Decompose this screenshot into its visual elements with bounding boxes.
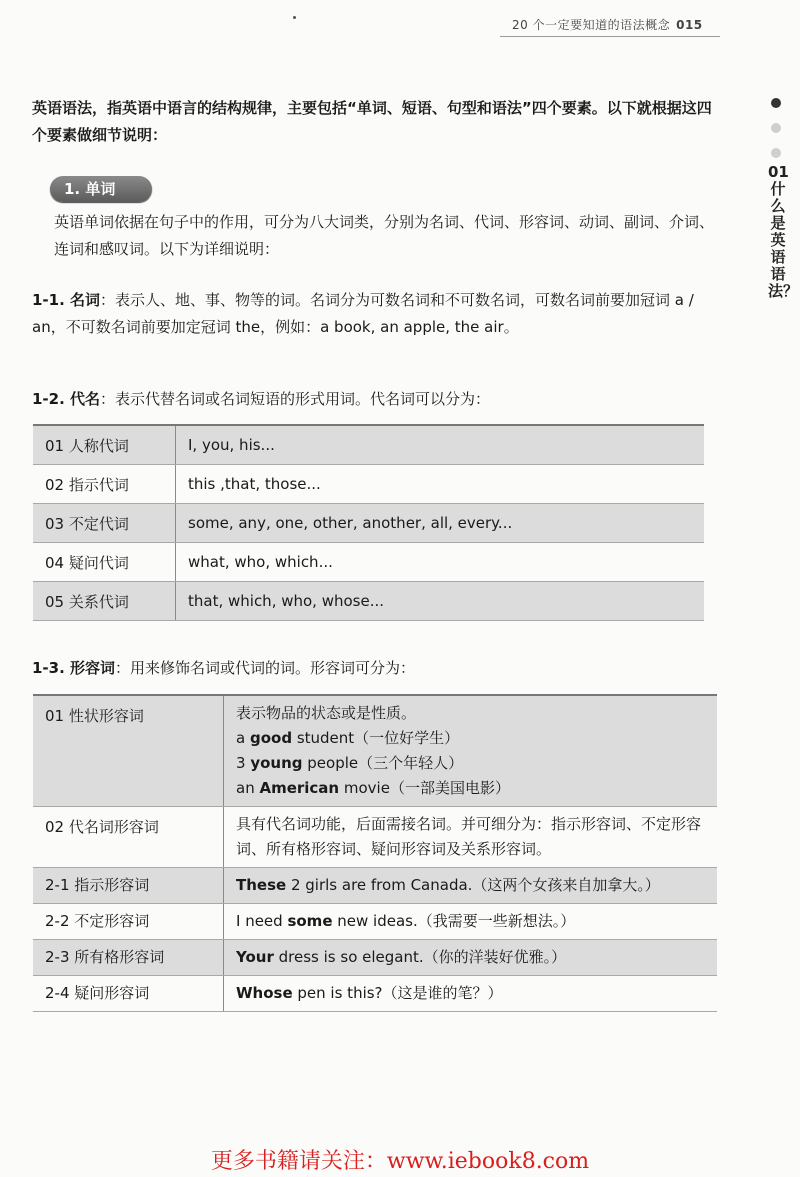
pronoun-paragraph — [32, 386, 722, 413]
row-value — [224, 904, 718, 940]
pronoun-term: 1-2. 代名 — [32, 390, 101, 408]
table-row — [33, 465, 704, 504]
example-keyword: These — [236, 876, 287, 894]
intro-paragraph: 英语语法，指英语中语言的结构规律，主要包括“单词、短语、句型和语法”四个要素。以下就根据这四个要素做细节说明： — [32, 99, 712, 144]
sidebar-dot-active — [771, 98, 781, 108]
pronoun-table — [33, 424, 704, 621]
example-keyword: American — [259, 779, 340, 797]
row-label: 03 不定代词 — [33, 504, 176, 543]
example-line — [236, 726, 705, 751]
row-label: 2-4 疑问形容词 — [33, 976, 224, 1012]
row-value: what, who, which... — [176, 543, 705, 582]
example-keyword: young — [250, 754, 303, 772]
noun-text: ：表示人、地、事、物等的词。名词分为可数名词和不可数名词，可数名词前要加冠词 a / an，不可数名词前要加定冠词 the，例如：a book, an apple, the air。 — [32, 291, 694, 336]
adjective-paragraph — [32, 655, 722, 682]
row-value: 具有代名词功能，后面需接名词。并可细分为：指示形容词、不定形容词、所有格形容词、疑问形容词及关系形容词。 — [224, 807, 718, 868]
header-title: 20 个一定要知道的语法概念 — [512, 18, 671, 32]
adjective-term: 1-3. 形容词 — [32, 659, 116, 677]
noun-paragraph — [32, 287, 722, 341]
page-number: 015 — [676, 18, 703, 32]
table-row — [33, 940, 717, 976]
row-label: 04 疑问代词 — [33, 543, 176, 582]
table-row — [33, 904, 717, 940]
pronoun-text: ：表示代替名词或名词短语的形式用词。代名词可以分为： — [100, 390, 491, 408]
example-text: a — [236, 729, 250, 747]
row-value: this ,that, those... — [176, 465, 705, 504]
example-text: new ideas.（我需要一些新想法。） — [332, 912, 576, 930]
row-label: 01 人称代词 — [33, 425, 176, 465]
example-text: movie（一部美国电影） — [339, 779, 510, 797]
table-row — [33, 695, 717, 807]
example-text: an — [236, 779, 260, 797]
row-label: 01 性状形容词 — [33, 695, 224, 807]
example-keyword: some — [287, 912, 333, 930]
sidebar-dot — [771, 148, 781, 158]
row-value — [224, 976, 718, 1012]
row-label: 05 关系代词 — [33, 582, 176, 621]
example-text: 3 — [236, 754, 251, 772]
footer-link-text: 更多书籍请关注：www.iebook8.com — [210, 1149, 590, 1174]
running-header — [512, 16, 703, 33]
header-rule — [500, 36, 720, 37]
table-row — [33, 504, 704, 543]
chapter-label: 01什么是英语语法？ — [768, 163, 799, 300]
example-keyword: Whose — [236, 984, 293, 1002]
table-row — [33, 868, 717, 904]
example-line — [236, 776, 705, 801]
example-line — [236, 751, 705, 776]
speck — [293, 16, 296, 19]
example-keyword: good — [249, 729, 293, 747]
example-text: 2 girls are from Canada.（这两个女孩来自加拿大。） — [286, 876, 660, 894]
row-value — [224, 868, 718, 904]
row-value: some, any, one, other, another, all, every... — [176, 504, 705, 543]
example-text: I need — [236, 912, 288, 930]
table-row — [33, 543, 704, 582]
noun-term: 1-1. 名词 — [32, 291, 101, 309]
row-line: 表示物品的状态或是性质。 — [236, 704, 417, 722]
row-label: 02 代名词形容词 — [33, 807, 224, 868]
adjective-table — [33, 694, 717, 1012]
row-label: 2-1 指示形容词 — [33, 868, 224, 904]
example-text: student（一位好学生） — [292, 729, 460, 747]
row-value: I, you, his... — [176, 425, 705, 465]
example-text: pen is this?（这是谁的笔？） — [292, 984, 503, 1002]
adjective-text: ：用来修饰名词或代词的词。形容词可分为： — [115, 659, 416, 677]
row-label: 2-3 所有格形容词 — [33, 940, 224, 976]
example-text: people（三个年轻人） — [302, 754, 464, 772]
section-pill: 1. 单词 — [50, 176, 152, 202]
table-row — [33, 976, 717, 1012]
table-row — [33, 425, 704, 465]
row-value: that, which, who, whose... — [176, 582, 705, 621]
row-label: 02 指示代词 — [33, 465, 176, 504]
row-value — [224, 940, 718, 976]
row-value — [224, 695, 718, 807]
example-text: dress is so elegant.（你的洋装好优雅。） — [273, 948, 567, 966]
table-row — [33, 807, 717, 868]
words-paragraph: 英语单词依据在句子中的作用，可分为八大词类，分别为名词、代词、形容词、动词、副词、介词、连词和感叹词。以下为详细说明： — [54, 213, 715, 258]
sidebar-dot — [771, 123, 781, 133]
example-keyword: Your — [236, 948, 274, 966]
row-label: 2-2 不定形容词 — [33, 904, 224, 940]
table-row — [33, 582, 704, 621]
